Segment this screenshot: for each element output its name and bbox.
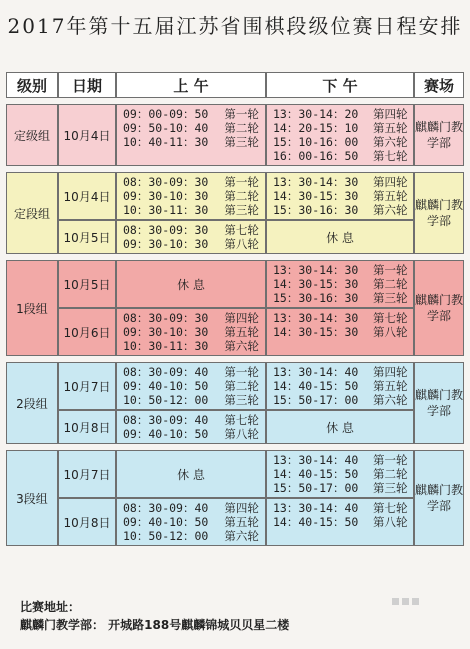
session-round: 第一轮 (224, 365, 259, 379)
session-line (123, 393, 265, 407)
session-round: 第五轮 (224, 325, 259, 339)
pm-sessions (266, 362, 414, 410)
address-text: 麒麟门教学部： 开城路188号麒麟锦城贝贝星二楼 (20, 618, 290, 632)
session-time: 08：30-09：40 (123, 413, 209, 427)
session-round: 第四轮 (373, 175, 408, 189)
session-time: 14：30-15：30 (273, 325, 359, 339)
session-line (123, 339, 265, 353)
session-round: 第五轮 (224, 515, 259, 529)
session-time: 09：30-10：30 (123, 189, 209, 203)
session-round: 第三轮 (224, 135, 259, 149)
session-time: 10：40-11：30 (123, 135, 209, 149)
session-line (123, 501, 265, 515)
session-round: 第三轮 (373, 481, 408, 495)
page-title: 2017年第十五届江苏省围棋段级位赛日程安排 (7, 14, 463, 38)
date-cell: 10月6日 (58, 308, 116, 356)
session-time: 14：30-15：30 (273, 277, 359, 291)
session-line (123, 121, 265, 135)
session-line (273, 149, 413, 163)
session-time: 14：40-15：50 (273, 515, 359, 529)
venue-cell: 麒麟门教学部 (414, 260, 464, 356)
date-cell: 10月4日 (58, 172, 116, 220)
session-round: 第四轮 (373, 365, 408, 379)
session-line (273, 481, 413, 495)
session-line (273, 501, 413, 515)
session-round: 第二轮 (224, 379, 259, 393)
am-sessions (116, 498, 266, 546)
session-round: 第二轮 (224, 189, 259, 203)
session-time: 13：30-14：40 (273, 501, 359, 515)
session-line (273, 325, 413, 339)
session-time: 08：30-09：30 (123, 175, 209, 189)
session-line (273, 365, 413, 379)
header-date: 日期 (58, 72, 116, 98)
session-line (123, 135, 265, 149)
pm-sessions (266, 104, 414, 166)
session-round: 第四轮 (224, 501, 259, 515)
session-round: 第七轮 (224, 413, 259, 427)
session-time: 14：20-15：10 (273, 121, 359, 135)
session-time: 09：30-10：30 (123, 237, 209, 251)
session-time: 13：30-14：20 (273, 107, 359, 121)
session-round: 第一轮 (373, 453, 408, 467)
am-sessions (116, 308, 266, 356)
session-round: 第二轮 (224, 121, 259, 135)
session-round: 第七轮 (224, 223, 259, 237)
level-cell: 1段组 (6, 260, 58, 356)
header-am: 上 午 (116, 72, 266, 98)
session-round: 第六轮 (373, 135, 408, 149)
session-round: 第五轮 (373, 121, 408, 135)
session-time: 13：30-14：30 (273, 175, 359, 189)
date-cell: 10月8日 (58, 410, 116, 444)
session-round: 第一轮 (224, 107, 259, 121)
session-round: 第六轮 (373, 393, 408, 407)
session-line (273, 277, 413, 291)
level-cell: 定段组 (6, 172, 58, 254)
session-round: 第五轮 (373, 189, 408, 203)
am-sessions (116, 362, 266, 410)
session-round: 第三轮 (224, 393, 259, 407)
session-line (123, 223, 265, 237)
session-line (123, 325, 265, 339)
session-time: 15：50-17：00 (273, 393, 359, 407)
session-line (123, 175, 265, 189)
watermark-logo (392, 598, 419, 605)
session-round: 第八轮 (373, 325, 408, 339)
header-venue: 赛场 (414, 72, 464, 98)
session-time: 10：50-12：00 (123, 393, 209, 407)
session-round: 第五轮 (373, 379, 408, 393)
session-time: 15：30-16：30 (273, 291, 359, 305)
date-cell: 10月7日 (58, 362, 116, 410)
session-round: 第一轮 (224, 175, 259, 189)
session-line (273, 107, 413, 121)
session-round: 第六轮 (224, 339, 259, 353)
session-line (273, 135, 413, 149)
pm-sessions (266, 450, 414, 498)
session-line (123, 237, 265, 251)
venue-cell: 麒麟门教学部 (414, 172, 464, 254)
am-sessions (116, 220, 266, 254)
level-cell: 2段组 (6, 362, 58, 444)
session-round: 第八轮 (224, 237, 259, 251)
session-time: 16：00-16：50 (273, 149, 359, 163)
session-time: 15：10-16：00 (273, 135, 359, 149)
session-time: 15：30-16：30 (273, 203, 359, 217)
session-round: 第一轮 (373, 263, 408, 277)
session-line (273, 311, 413, 325)
session-round: 第八轮 (224, 427, 259, 441)
session-line (123, 203, 265, 217)
session-line (273, 453, 413, 467)
venue-cell: 麒麟门教学部 (414, 104, 464, 166)
session-line (123, 413, 265, 427)
address-label: 比赛地址： (20, 600, 81, 614)
session-time: 10：30-11：30 (123, 203, 209, 217)
session-line (273, 467, 413, 481)
session-round: 第七轮 (373, 311, 408, 325)
session-time: 13：30-14：30 (273, 263, 359, 277)
venue-cell: 麒麟门教学部 (414, 450, 464, 546)
pm-sessions (266, 172, 414, 220)
pm-rest: 休 息 (266, 220, 414, 254)
pm-sessions (266, 308, 414, 356)
session-round: 第三轮 (373, 291, 408, 305)
session-line (123, 515, 265, 529)
session-line (123, 427, 265, 441)
session-round: 第三轮 (224, 203, 259, 217)
session-time: 08：30-09：30 (123, 223, 209, 237)
venue-cell: 麒麟门教学部 (414, 362, 464, 444)
session-round: 第八轮 (373, 515, 408, 529)
session-line (123, 529, 265, 543)
session-round: 第六轮 (373, 203, 408, 217)
session-line (273, 263, 413, 277)
date-cell: 10月8日 (58, 498, 116, 546)
session-round: 第四轮 (224, 311, 259, 325)
session-line (273, 515, 413, 529)
session-time: 08：30-09：30 (123, 311, 209, 325)
session-line (273, 175, 413, 189)
session-time: 13：30-14：30 (273, 311, 359, 325)
session-time: 14：30-15：30 (273, 189, 359, 203)
am-sessions (116, 410, 266, 444)
session-time: 10：50-12：00 (123, 529, 209, 543)
header-pm: 下 午 (266, 72, 414, 98)
session-round: 第二轮 (373, 467, 408, 481)
session-line (123, 189, 265, 203)
date-cell: 10月7日 (58, 450, 116, 498)
session-time: 13：30-14：40 (273, 365, 359, 379)
date-cell: 10月4日 (58, 104, 116, 166)
session-line (123, 379, 265, 393)
pm-sessions (266, 498, 414, 546)
date-cell: 10月5日 (58, 260, 116, 308)
session-line (273, 379, 413, 393)
session-time: 15：50-17：00 (273, 481, 359, 495)
session-time: 08：30-09：40 (123, 501, 209, 515)
session-round: 第四轮 (373, 107, 408, 121)
session-time: 14：40-15：50 (273, 467, 359, 481)
header-level: 级别 (6, 72, 58, 98)
pm-sessions (266, 260, 414, 308)
date-cell: 10月5日 (58, 220, 116, 254)
session-line (273, 393, 413, 407)
am-sessions (116, 172, 266, 220)
session-round: 第七轮 (373, 501, 408, 515)
session-line (123, 365, 265, 379)
session-round: 第六轮 (224, 529, 259, 543)
session-round: 第二轮 (373, 277, 408, 291)
session-time: 09：50-10：40 (123, 121, 209, 135)
session-time: 10：30-11：30 (123, 339, 209, 353)
session-time: 08：30-09：40 (123, 365, 209, 379)
level-cell: 3段组 (6, 450, 58, 546)
session-line (123, 311, 265, 325)
session-time: 13：30-14：40 (273, 453, 359, 467)
session-line (273, 291, 413, 305)
session-line (273, 203, 413, 217)
session-time: 09：30-10：30 (123, 325, 209, 339)
am-sessions (116, 104, 266, 166)
schedule-table (6, 72, 464, 559)
am-rest: 休 息 (116, 260, 266, 308)
session-time: 09：00-09：50 (123, 107, 209, 121)
session-round: 第七轮 (373, 149, 408, 163)
session-line (273, 121, 413, 135)
am-rest: 休 息 (116, 450, 266, 498)
level-cell: 定级组 (6, 104, 58, 166)
session-time: 09：40-10：50 (123, 427, 209, 441)
session-time: 14：40-15：50 (273, 379, 359, 393)
session-time: 09：40-10：50 (123, 379, 209, 393)
session-time: 09：40-10：50 (123, 515, 209, 529)
session-line (123, 107, 265, 121)
pm-rest: 休 息 (266, 410, 414, 444)
session-line (273, 189, 413, 203)
